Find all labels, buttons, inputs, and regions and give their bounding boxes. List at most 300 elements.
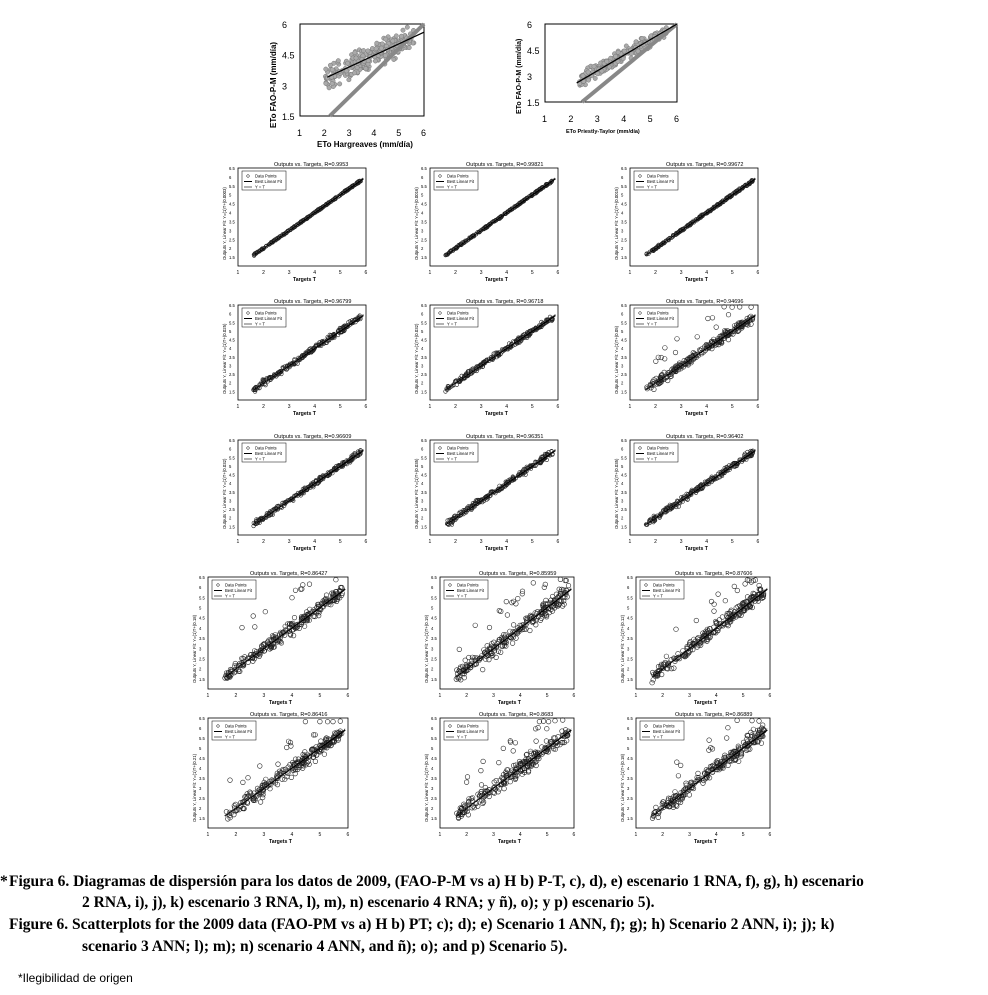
data-point	[394, 34, 398, 38]
x-tick-label: 3	[287, 404, 291, 410]
x-tick-label: 3	[479, 404, 483, 410]
x-tick-label: 4	[290, 832, 294, 838]
x-tick-label: 5	[338, 404, 342, 410]
y-tick-label: 3.5	[431, 776, 437, 781]
y-tick-label: 4.5	[199, 756, 205, 761]
x-tick-label: 5	[318, 693, 322, 699]
y-tick-label: 6	[621, 311, 624, 317]
y-axis-label: Outputs Y, Linear Fit: Y=(1)T+(0.025)	[222, 323, 227, 394]
y-tick-label: 3	[627, 786, 630, 791]
legend-label: Data Points	[225, 582, 247, 588]
y-tick-label: 6.5	[229, 166, 235, 171]
legend-label: Data Points	[447, 173, 469, 179]
y-tick-label: 1.5	[229, 255, 235, 261]
y-tick-label: 4	[621, 210, 624, 216]
scatter-panel-10	[414, 434, 560, 552]
legend-label: Best Linear Fit	[647, 179, 674, 184]
y-tick-label: 1.5	[199, 816, 205, 821]
y-tick-label: 5.5	[621, 183, 627, 189]
x-tick-label: 5	[530, 539, 534, 545]
x-tick-label: 2	[234, 832, 238, 838]
data-point	[324, 67, 328, 71]
y-tick-label: 1.5	[421, 389, 427, 395]
y-tick-label: 1.5	[282, 112, 295, 122]
y-tick-label: 1.5	[527, 98, 540, 108]
x-axis-label: Targets T	[485, 546, 508, 552]
y-axis-label: Outputs Y, Linear Fit: Y=(1)T+(0.18)	[192, 614, 197, 683]
panel-title: Outputs vs. Targets, R=0.87606	[675, 571, 753, 577]
x-axis-label: Targets T	[685, 546, 708, 552]
x-tick-label: 6	[556, 404, 560, 410]
x-tick-label: 3	[492, 832, 495, 838]
legend-label: Y = T	[255, 184, 265, 190]
legend-label: Best Linear Fit	[647, 451, 674, 456]
legend	[634, 171, 678, 190]
legend-label: Best Linear Fit	[653, 588, 680, 593]
legend-label: Data Points	[653, 723, 675, 729]
panel-title: Outputs vs. Targets, R=0.86427	[250, 571, 328, 577]
y-tick-label: 6	[621, 174, 624, 180]
y-tick-label: 3.5	[421, 219, 427, 225]
x-tick-label: 4	[705, 539, 709, 545]
x-tick-label: 6	[346, 693, 350, 699]
y-tick-label: 5.5	[627, 595, 633, 601]
y-tick-label: 4	[627, 766, 630, 771]
x-tick-label: 3	[594, 114, 600, 124]
y-tick-label: 2	[229, 515, 232, 521]
x-tick-label: 2	[654, 270, 657, 276]
y-axis-label: Outputs Y, Linear Fit: Y=(1)T+(0.16)	[424, 753, 429, 822]
x-tick-label: 6	[346, 832, 350, 838]
data-point	[593, 76, 597, 80]
y-tick-label: 1.5	[621, 524, 627, 530]
y-tick-label: 4.5	[627, 756, 633, 761]
x-tick-label: 3	[479, 270, 483, 276]
y-tick-label: 3.5	[229, 489, 235, 495]
y-tick-label: 2	[627, 806, 630, 811]
y-tick-label: 2	[431, 806, 434, 811]
y-tick-label: 2	[421, 246, 424, 252]
y-axis-label: Outputs Y, Linear Fit: Y=(1)T+(0.0003)	[222, 187, 227, 260]
x-tick-label: 3	[688, 832, 691, 838]
x-axis-label: Targets T	[694, 700, 717, 706]
x-axis-label: Targets T	[498, 700, 521, 706]
y-tick-label: 5.5	[229, 183, 235, 189]
x-tick-label: 5	[396, 128, 402, 138]
y-axis-label: Outputs Y, Linear Fit: Y=(1)T+(0.032)	[222, 458, 227, 529]
legend	[444, 580, 488, 599]
scatter-panel-17	[620, 712, 772, 845]
legend	[242, 443, 286, 462]
y-tick-label: 5	[421, 192, 424, 198]
y-tick-label: 2.5	[199, 796, 205, 801]
y-tick-label: 6	[229, 311, 232, 317]
y-tick-label: 3.5	[199, 636, 205, 642]
data-point	[336, 59, 340, 63]
y-tick-label: 6	[421, 311, 424, 317]
x-tick-label: 6	[756, 404, 760, 410]
x-tick-label: 1	[438, 832, 442, 838]
panel-title: Outputs vs. Targets, R=0.96718	[466, 299, 544, 305]
x-axis-label: ETo Priestly-Taylor (mm/día)	[566, 129, 640, 135]
legend-label: Data Points	[225, 723, 247, 729]
x-tick-label: 4	[621, 114, 627, 124]
x-tick-label: 5	[545, 832, 549, 838]
y-tick-label: 3	[621, 498, 624, 504]
y-tick-label: 5.5	[229, 455, 235, 461]
y-tick-label: 6.5	[431, 716, 437, 721]
legend	[242, 171, 286, 190]
legend-label: Data Points	[647, 310, 669, 316]
scatter-panel-6	[222, 299, 368, 417]
y-tick-label: 2.5	[621, 372, 627, 378]
x-tick-label: 5	[318, 832, 322, 838]
y-tick-label: 6	[229, 174, 232, 180]
legend-label: Data Points	[447, 445, 469, 451]
y-tick-label: 2	[621, 246, 624, 252]
x-tick-label: 1	[634, 693, 638, 699]
x-tick-label: 1	[542, 114, 548, 124]
y-tick-label: 4.5	[282, 50, 295, 61]
y-tick-label: 2	[229, 246, 232, 252]
legend-label: Data Points	[457, 723, 479, 729]
x-tick-label: 6	[768, 693, 772, 699]
scatter-panel-12	[192, 571, 350, 706]
legend-label: Y = T	[647, 456, 657, 462]
x-tick-label: 4	[518, 832, 522, 838]
scatter-panel-5	[614, 162, 760, 283]
y-tick-label: 3.5	[621, 354, 627, 360]
x-tick-label: 3	[287, 270, 291, 276]
data-point	[375, 41, 379, 45]
legend-label: Best Linear Fit	[447, 179, 474, 184]
y-tick-label: 1.5	[431, 816, 437, 821]
legend-label: Best Linear Fit	[647, 316, 674, 321]
x-tick-label: 2	[454, 270, 457, 276]
data-point	[328, 63, 332, 67]
y-tick-label: 6	[527, 20, 533, 30]
y-tick-label: 6	[421, 174, 424, 180]
x-tick-label: 6	[364, 539, 368, 545]
x-tick-label: 1	[206, 832, 210, 838]
x-tick-label: 2	[454, 539, 457, 545]
scatter-panel-11	[614, 434, 760, 552]
y-axis-label: Outputs Y, Linear Fit: Y=(1)T+(0.12)	[620, 614, 625, 683]
y-tick-label: 6.5	[621, 303, 627, 308]
legend-label: Y = T	[457, 734, 467, 740]
data-point	[364, 67, 368, 71]
y-tick-label: 6	[229, 446, 232, 452]
y-tick-label: 4.5	[229, 337, 235, 343]
panel-title: Outputs vs. Targets, R=0.9953	[274, 162, 349, 168]
x-tick-label: 1	[634, 832, 638, 838]
y-tick-label: 3	[421, 363, 424, 369]
legend	[212, 721, 256, 740]
y-tick-label: 3	[621, 363, 624, 369]
x-tick-label: 2	[465, 693, 469, 699]
x-axis-label: Targets T	[498, 839, 521, 845]
x-tick-label: 2	[654, 404, 657, 410]
x-tick-label: 5	[338, 270, 342, 276]
x-tick-label: 6	[674, 114, 680, 124]
y-tick-label: 2.5	[229, 507, 235, 513]
y-tick-label: 6	[431, 585, 434, 591]
x-tick-label: 1	[236, 270, 240, 276]
y-tick-label: 6.5	[199, 716, 205, 721]
x-tick-label: 1	[428, 270, 432, 276]
y-tick-label: 3.5	[627, 636, 633, 642]
legend-label: Y = T	[447, 456, 457, 462]
y-tick-label: 2.5	[621, 237, 627, 243]
y-tick-label: 2	[627, 666, 630, 672]
legend-label: Best Linear Fit	[653, 729, 680, 734]
scatter-panel-1	[269, 20, 426, 149]
data-point	[384, 37, 388, 41]
y-tick-label: 5.5	[421, 183, 427, 189]
scatter-panel-15	[192, 712, 350, 845]
y-tick-label: 5	[199, 605, 202, 611]
y-tick-label: 4.5	[421, 337, 427, 343]
legend-label: Y = T	[225, 734, 235, 740]
x-tick-label: 1	[628, 539, 632, 545]
x-tick-label: 2	[654, 539, 657, 545]
data-point	[401, 28, 405, 32]
y-tick-label: 3.5	[421, 354, 427, 360]
y-tick-label: 5.5	[421, 455, 427, 461]
x-tick-label: 1	[438, 693, 442, 699]
x-tick-label: 1	[428, 539, 432, 545]
y-tick-label: 3	[199, 646, 202, 652]
x-tick-label: 5	[730, 539, 734, 545]
x-tick-label: 1	[428, 404, 432, 410]
data-point	[338, 82, 342, 86]
panel-title: Outputs vs. Targets, R=0.86416	[250, 712, 328, 718]
panel-title: Outputs vs. Targets, R=0.99672	[666, 162, 744, 168]
y-tick-label: 2.5	[421, 507, 427, 513]
y-tick-label: 1.5	[229, 389, 235, 395]
data-point	[324, 81, 328, 85]
y-tick-label: 4	[431, 625, 434, 631]
y-tick-label: 2	[229, 380, 232, 386]
legend-label: Data Points	[255, 310, 277, 316]
x-tick-label: 5	[730, 404, 734, 410]
y-tick-label: 4.5	[621, 472, 627, 478]
y-tick-label: 6.5	[229, 303, 235, 308]
x-tick-label: 2	[454, 404, 457, 410]
y-tick-label: 4	[421, 481, 424, 487]
y-tick-label: 5	[621, 328, 624, 334]
y-tick-label: 2	[431, 666, 434, 672]
legend-label: Best Linear Fit	[225, 729, 252, 734]
y-tick-label: 5	[431, 605, 434, 611]
data-point	[383, 53, 387, 57]
y-tick-label: 1.5	[627, 676, 633, 682]
x-tick-label: 4	[705, 404, 709, 410]
x-tick-label: 5	[647, 114, 653, 124]
x-tick-label: 3	[479, 539, 483, 545]
y-tick-label: 2	[621, 380, 624, 386]
y-tick-label: 4.5	[421, 201, 427, 207]
legend-label: Data Points	[647, 173, 669, 179]
y-tick-label: 5	[627, 605, 630, 611]
legend-label: Data Points	[447, 310, 469, 316]
data-point	[581, 74, 585, 78]
data-point	[586, 78, 590, 82]
x-tick-label: 4	[313, 270, 317, 276]
data-point	[407, 45, 411, 49]
y-tick-label: 3.5	[199, 776, 205, 781]
x-tick-label: 2	[234, 693, 238, 699]
data-point	[352, 71, 356, 75]
x-tick-label: 3	[688, 693, 691, 699]
legend-label: Best Linear Fit	[225, 588, 252, 593]
y-tick-label: 6	[627, 726, 630, 731]
legend-label: Data Points	[457, 582, 479, 588]
y-tick-label: 1.5	[229, 524, 235, 530]
legend	[640, 580, 684, 599]
y-tick-label: 3	[282, 81, 288, 92]
panel-title: Outputs vs. Targets, R=0.96402	[666, 434, 744, 440]
legend-label: Data Points	[653, 582, 675, 588]
data-point	[392, 57, 396, 61]
x-tick-label: 2	[465, 832, 469, 838]
data-point	[634, 40, 638, 44]
y-tick-label: 5	[199, 746, 202, 751]
y-axis-label: Outputs Y, Linear Fit: Y=(1)T+(0.035)	[414, 458, 419, 529]
scatter-panel-7	[414, 299, 560, 417]
x-axis-label: Targets T	[293, 277, 316, 283]
x-tick-label: 4	[290, 693, 294, 699]
x-axis-label: Targets T	[293, 411, 316, 417]
data-point	[355, 65, 359, 69]
data-point	[607, 65, 611, 69]
y-tick-label: 2.5	[431, 796, 437, 801]
legend-label: Data Points	[255, 173, 277, 179]
y-axis-label: Outputs Y, Linear Fit: Y=(1)T+(0.035)	[614, 458, 619, 529]
x-tick-label: 3	[492, 693, 495, 699]
scatter-panel-8	[614, 299, 760, 417]
data-point	[327, 86, 331, 90]
y-tick-label: 5.5	[621, 320, 627, 326]
y-tick-label: 3.5	[431, 636, 437, 642]
y-tick-label: 3	[621, 228, 624, 234]
x-tick-label: 2	[321, 128, 327, 138]
y-tick-label: 3	[627, 646, 630, 652]
legend	[434, 443, 478, 462]
y-tick-label: 3	[199, 786, 202, 791]
x-tick-label: 4	[505, 539, 509, 545]
y-axis-label: Outputs Y, Linear Fit: Y=(1)T+(0.19)	[424, 614, 429, 683]
data-point	[353, 51, 357, 55]
x-tick-label: 6	[756, 270, 760, 276]
data-point	[613, 54, 617, 58]
legend-label: Y = T	[447, 321, 457, 327]
x-tick-label: 6	[756, 539, 760, 545]
y-tick-label: 6.5	[621, 166, 627, 171]
x-axis-label: Targets T	[694, 839, 717, 845]
y-tick-label: 5	[229, 328, 232, 334]
y-axis-label: Outputs Y, Linear Fit: Y=(1)T+(0.032)	[414, 323, 419, 394]
x-tick-label: 1	[628, 270, 632, 276]
x-tick-label: 4	[371, 128, 377, 138]
y-tick-label: 3.5	[229, 354, 235, 360]
y-tick-label: 5.5	[229, 320, 235, 326]
y-tick-label: 4.5	[527, 46, 540, 56]
y-tick-label: 4.5	[229, 201, 235, 207]
scatter-panel-16	[424, 712, 576, 845]
y-tick-label: 3	[431, 786, 434, 791]
y-tick-label: 4	[621, 346, 624, 352]
data-point	[374, 46, 378, 50]
caption-en-line1: Figure 6. Scatterplots for the 2009 data (FAO-PM vs a) H b) PT; c); d); e) Scenario 1 ANN, f); g); h) Scenario 2 ANN, i); j); k)	[9, 916, 835, 933]
legend-label: Y = T	[447, 184, 457, 190]
y-tick-label: 1.5	[621, 389, 627, 395]
x-tick-label: 1	[236, 404, 240, 410]
y-tick-label: 6	[627, 585, 630, 591]
scatter-panel-13	[424, 571, 576, 706]
y-axis-label: Outputs Y, Linear Fit: Y=(1)T+(0.18)	[620, 753, 625, 822]
x-axis-label: Targets T	[485, 277, 508, 283]
legend-label: Y = T	[457, 593, 467, 599]
y-tick-label: 3	[421, 498, 424, 504]
y-tick-label: 5	[627, 746, 630, 751]
y-tick-label: 5	[621, 463, 624, 469]
y-tick-label: 5.5	[421, 320, 427, 326]
x-tick-label: 6	[572, 832, 576, 838]
y-tick-label: 2.5	[431, 656, 437, 662]
x-tick-label: 6	[556, 539, 560, 545]
x-tick-label: 3	[679, 539, 683, 545]
legend	[212, 580, 256, 599]
x-tick-label: 3	[262, 832, 266, 838]
x-tick-label: 4	[313, 404, 317, 410]
x-tick-label: 3	[287, 539, 291, 545]
y-tick-label: 3	[229, 228, 232, 234]
data-point	[346, 61, 350, 65]
y-tick-label: 2.5	[421, 237, 427, 243]
y-tick-label: 5	[421, 328, 424, 334]
y-tick-label: 5	[421, 463, 424, 469]
x-tick-label: 4	[505, 270, 509, 276]
x-tick-label: 6	[556, 270, 560, 276]
y-tick-label: 6.5	[421, 303, 427, 308]
y-tick-label: 6.5	[621, 438, 627, 443]
x-axis-label: ETo Hargreaves (mm/día)	[317, 140, 413, 149]
legend-label: Best Linear Fit	[447, 316, 474, 321]
x-tick-label: 5	[530, 270, 534, 276]
x-tick-label: 2	[661, 693, 665, 699]
data-point	[330, 81, 334, 85]
y-tick-label: 2.5	[421, 372, 427, 378]
x-tick-label: 6	[364, 404, 368, 410]
data-point	[605, 59, 609, 63]
x-tick-label: 5	[338, 539, 342, 545]
y-tick-label: 6.5	[627, 575, 633, 580]
x-tick-label: 1	[236, 539, 240, 545]
y-tick-label: 6.5	[421, 166, 427, 171]
y-tick-label: 4.5	[627, 615, 633, 621]
x-tick-label: 4	[505, 404, 509, 410]
y-tick-label: 3.5	[621, 219, 627, 225]
source-note: *Ilegibilidad de origen	[18, 971, 133, 985]
y-tick-label: 4	[421, 346, 424, 352]
y-tick-label: 4	[229, 346, 232, 352]
y-tick-label: 4.5	[199, 615, 205, 621]
y-axis-label: Outputs Y, Linear Fit: Y=(1)T+(0.21)	[192, 753, 197, 822]
y-tick-label: 6	[199, 726, 202, 731]
y-tick-label: 3.5	[627, 776, 633, 781]
legend-label: Best Linear Fit	[255, 451, 282, 456]
